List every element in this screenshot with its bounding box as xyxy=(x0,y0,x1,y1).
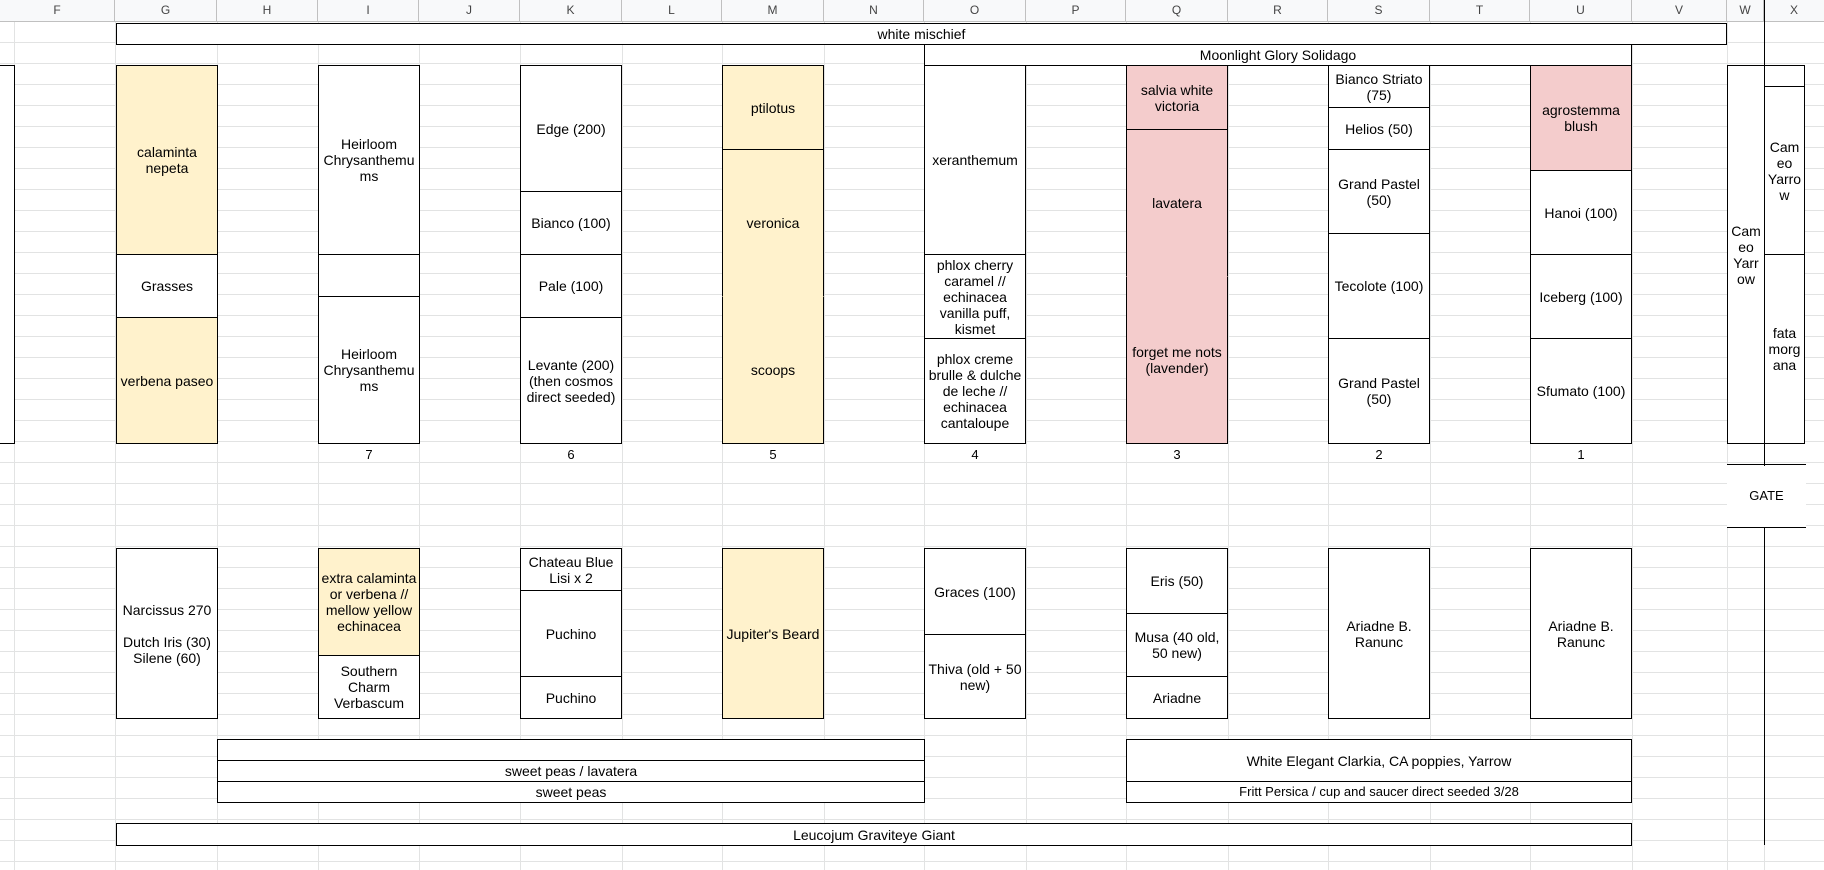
lower-bed-g-bulbs[interactable]: Narcissus 270 Dutch Iris (30) Silene (60) xyxy=(116,548,218,719)
column-header-s[interactable]: S xyxy=(1328,0,1430,21)
border-white-elegant-clarkia[interactable]: White Elegant Clarkia, CA poppies, Yarrow xyxy=(1126,739,1632,782)
fence-line-lower xyxy=(1764,527,1765,845)
column-header-l[interactable]: L xyxy=(622,0,722,21)
lower-bed-o-thiva[interactable]: Thiva (old + 50 new) xyxy=(924,634,1026,719)
bed-5-veronica[interactable]: veronica xyxy=(722,149,824,297)
border-sweet-peas[interactable]: sweet peas xyxy=(217,781,925,803)
bed-w-cameo-yarrow[interactable]: Cam eo Yarr ow xyxy=(1727,65,1765,444)
gridline-vertical xyxy=(1026,0,1027,870)
bed-1-agrostemma-blush[interactable]: agrostemma blush xyxy=(1530,65,1632,171)
bed-6-pale[interactable]: Pale (100) xyxy=(520,254,622,318)
bed-3-salvia-white-victoria[interactable]: salvia white victoria xyxy=(1126,65,1228,130)
column-header-n[interactable]: N xyxy=(824,0,924,21)
column-header-x[interactable]: X xyxy=(1789,3,1798,17)
banner-white-mischief[interactable]: white mischief xyxy=(116,23,1727,45)
bed-number-1: 1 xyxy=(1577,447,1585,462)
bed-2-bianco-striato[interactable]: Bianco Striato (75) xyxy=(1328,65,1430,108)
lower-bed-m-jupiters-beard[interactable]: Jupiter's Beard xyxy=(722,548,824,719)
bed-5-scoops[interactable]: scoops xyxy=(722,296,824,444)
column-header-q[interactable]: Q xyxy=(1126,0,1228,21)
gridline-horizontal xyxy=(0,735,1824,736)
column-header-row xyxy=(0,0,1824,22)
gridline-horizontal xyxy=(0,525,1824,526)
bed-3-forget-me-nots[interactable]: forget me nots (lavender) xyxy=(1126,276,1228,444)
bed-number-3: 3 xyxy=(1173,447,1181,462)
gridline-horizontal xyxy=(0,819,1824,820)
banner-moonlight-glory-solidago[interactable]: Moonlight Glory Solidago xyxy=(924,44,1632,66)
lower-bed-q-musa[interactable]: Musa (40 old, 50 new) xyxy=(1126,613,1228,677)
lower-bed-u-ariadne-ranunc[interactable]: Ariadne B. Ranunc xyxy=(1530,548,1632,719)
column-header-v[interactable]: V xyxy=(1632,0,1727,21)
bed-2-tecolote[interactable]: Tecolote (100) xyxy=(1328,233,1430,339)
column-header-i[interactable]: I xyxy=(318,0,419,21)
bed-5-ptilotus[interactable]: ptilotus xyxy=(722,65,824,150)
lower-bed-k-chateau-blue[interactable]: Chateau Blue Lisi x 2 xyxy=(520,548,622,591)
bed-number-6: 6 xyxy=(567,447,575,462)
bed-7-heirloom-chrysanthemums-bottom[interactable]: Heirloom Chrysanthemu ms xyxy=(318,296,420,444)
lower-bed-i-southern-charm-verbascum[interactable]: Southern Charm Verbascum xyxy=(318,655,420,719)
bed-4-phlox-cherry-caramel[interactable]: phlox cherry caramel // echinacea vanilla puff, kismet xyxy=(924,254,1026,339)
bed-x-cameo-yarrow[interactable]: Cam eo Yarro w xyxy=(1764,86,1805,255)
lower-bed-o-graces[interactable]: Graces (100) xyxy=(924,548,1026,635)
column-header-k[interactable]: K xyxy=(520,0,622,21)
bed-g-grasses[interactable]: Grasses xyxy=(116,254,218,318)
gridline-horizontal xyxy=(0,483,1824,484)
bed-4-phlox-creme-brulle[interactable]: phlox creme brulle & dulche de leche // echinacea cantaloupe xyxy=(924,338,1026,444)
lower-bed-i-extra-calaminta[interactable]: extra calaminta or verbena // mellow yellow echinacea xyxy=(318,548,420,656)
column-header-p[interactable]: P xyxy=(1026,0,1126,21)
bed-2-helios[interactable]: Helios (50) xyxy=(1328,107,1430,150)
bed-6-bianco[interactable]: Bianco (100) xyxy=(520,191,622,255)
gate-label[interactable]: GATE xyxy=(1727,464,1806,528)
bed-6-edge[interactable]: Edge (200) xyxy=(520,65,622,192)
gridline-horizontal xyxy=(0,504,1824,505)
lower-bed-s-ariadne-ranunc[interactable]: Ariadne B. Ranunc xyxy=(1328,548,1430,719)
column-header-g[interactable]: G xyxy=(115,0,217,21)
bed-number-2: 2 xyxy=(1375,447,1383,462)
bed-2-grand-pastel-top[interactable]: Grand Pastel (50) xyxy=(1328,149,1430,234)
bed-number-4: 4 xyxy=(971,447,979,462)
bed-column-e-partial[interactable] xyxy=(0,65,15,444)
lower-bed-q-ariadne[interactable]: Ariadne xyxy=(1126,676,1228,719)
lower-bed-q-eris[interactable]: Eris (50) xyxy=(1126,548,1228,614)
bed-1-hanoi[interactable]: Hanoi (100) xyxy=(1530,170,1632,255)
bed-number-7: 7 xyxy=(365,447,373,462)
column-header-h[interactable]: H xyxy=(217,0,318,21)
bed-x-fata-morgana[interactable]: fata morg ana xyxy=(1764,254,1805,444)
fence-line-upper xyxy=(1764,0,1765,466)
column-header-j[interactable]: J xyxy=(419,0,520,21)
bed-4-xeranthemum[interactable]: xeranthemum xyxy=(924,65,1026,255)
bed-g-verbena-paseo[interactable]: verbena paseo xyxy=(116,317,218,444)
column-header-m[interactable]: M xyxy=(722,0,824,21)
bed-1-sfumato[interactable]: Sfumato (100) xyxy=(1530,338,1632,444)
bed-g-calaminta-nepeta[interactable]: calaminta nepeta xyxy=(116,65,218,255)
gridline-horizontal xyxy=(0,861,1824,862)
column-header-r[interactable]: R xyxy=(1228,0,1328,21)
bed-2-grand-pastel-bottom[interactable]: Grand Pastel (50) xyxy=(1328,338,1430,444)
border-sweet-peas-lavatera[interactable]: sweet peas / lavatera xyxy=(217,760,925,782)
border-leucojum-graviteye-giant[interactable]: Leucojum Graviteye Giant xyxy=(116,823,1632,846)
column-header-f[interactable]: F xyxy=(0,0,115,21)
bed-1-iceberg[interactable]: Iceberg (100) xyxy=(1530,254,1632,339)
bed-number-5: 5 xyxy=(769,447,777,462)
border-fritt-persica[interactable]: Fritt Persica / cup and saucer direct seeded 3/28 xyxy=(1126,781,1632,803)
gridline-vertical xyxy=(1632,0,1633,870)
lower-bed-k-puchino-bottom[interactable]: Puchino xyxy=(520,676,622,719)
bed-7-empty-cell[interactable] xyxy=(318,254,420,297)
bed-6-levante[interactable]: Levante (200) (then cosmos direct seeded) xyxy=(520,317,622,444)
lower-bed-k-puchino-top[interactable]: Puchino xyxy=(520,590,622,677)
gridline-horizontal xyxy=(0,546,1824,547)
bed-7-heirloom-chrysanthemums-top[interactable]: Heirloom Chrysanthemu ms xyxy=(318,65,420,255)
column-header-w[interactable]: W xyxy=(1727,0,1764,21)
column-header-o[interactable]: O xyxy=(924,0,1026,21)
bed-x-top-cell[interactable] xyxy=(1764,65,1805,87)
border-empty-row[interactable] xyxy=(217,739,925,761)
column-header-t[interactable]: T xyxy=(1430,0,1530,21)
column-header-u[interactable]: U xyxy=(1530,0,1632,21)
bed-3-lavatera[interactable]: lavatera xyxy=(1126,129,1228,277)
